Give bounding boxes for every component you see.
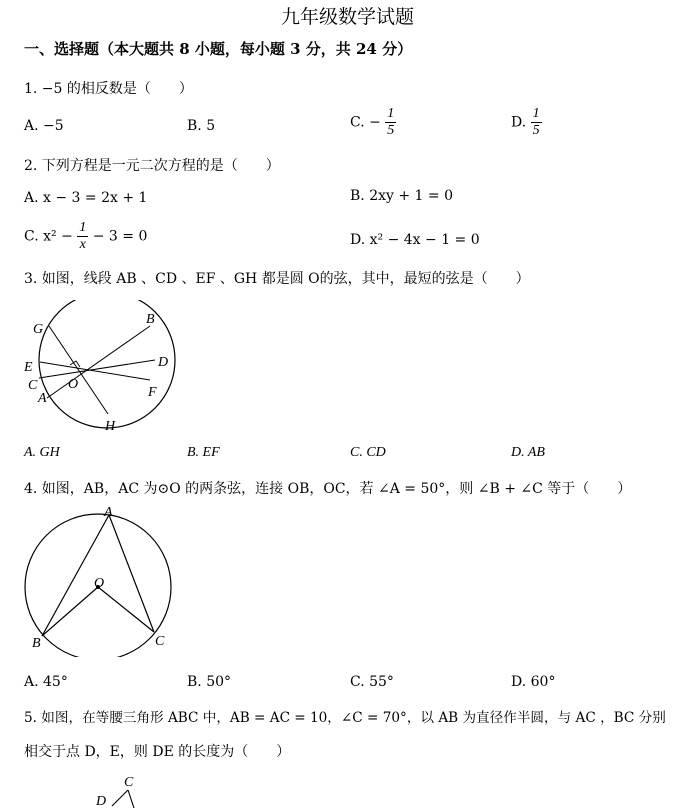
q4-option-b: B. 50° bbox=[187, 674, 232, 690]
label-g: G bbox=[33, 322, 44, 337]
q1-option-c-prefix: C. − bbox=[350, 114, 381, 131]
label-c: C bbox=[124, 775, 134, 790]
label-b: B bbox=[32, 636, 41, 651]
q3-option-c: C. CD bbox=[350, 445, 386, 460]
chord-ab bbox=[47, 326, 150, 398]
q2-option-c bbox=[24, 220, 147, 253]
label-h: H bbox=[105, 419, 116, 434]
q2-stem: 2. 下列方程是一元二次方程的是（ ） bbox=[24, 158, 280, 174]
q3-stem: 3. 如图，线段 AB 、CD 、EF 、GH 都是圆 O的弦，其中，最短的弦是（ ） bbox=[24, 271, 530, 287]
q3-option-d: D. AB bbox=[511, 445, 545, 460]
fraction-numerator: 1 bbox=[387, 106, 395, 121]
page-title: 九年级数学试题 bbox=[280, 6, 414, 28]
segment-ob bbox=[42, 587, 98, 636]
q1-option-a: A. −5 bbox=[24, 118, 64, 134]
section-heading: 一、选择题（本大题共 8 小题，每小题 3 分，共 24 分） bbox=[24, 40, 413, 58]
fraction-numerator: 1 bbox=[532, 106, 540, 121]
q2-option-a: A. x − 3 = 2x + 1 bbox=[24, 190, 148, 206]
q4-option-a: A. 45° bbox=[24, 674, 68, 690]
label-e: E bbox=[24, 360, 33, 375]
q4-option-d: D. 60° bbox=[511, 674, 556, 690]
label-o: O bbox=[68, 377, 79, 392]
fraction-numerator: 1 bbox=[79, 220, 87, 235]
fraction-denominator: 5 bbox=[387, 123, 395, 138]
side-ca bbox=[112, 790, 128, 806]
label-a: A bbox=[104, 505, 113, 520]
label-d: D bbox=[158, 355, 169, 370]
label-c: C bbox=[28, 378, 38, 393]
label-d: D bbox=[96, 794, 107, 808]
q5-stem-line1: 5. 如图，在等腰三角形 ABC 中，AB = AC = 10，∠C = 70°，以 AB 为直径作半圆，与 AC ，BC 分别 bbox=[24, 710, 666, 726]
label-c: C bbox=[155, 634, 165, 649]
fraction-denominator: 5 bbox=[532, 123, 540, 138]
q1-option-c bbox=[350, 106, 396, 139]
q1-option-d-fraction bbox=[531, 106, 542, 139]
label-a: A bbox=[38, 391, 47, 406]
q1-stem: 1. −5 的相反数是（ ） bbox=[24, 81, 193, 97]
q2-option-c-suffix: − 3 = 0 bbox=[92, 228, 148, 245]
q2-option-d: D. x² − 4x − 1 = 0 bbox=[350, 232, 480, 248]
q2-option-c-prefix: C. x² − bbox=[24, 228, 73, 245]
q4-option-c: C. 55° bbox=[350, 674, 394, 690]
q3-option-a: A. GH bbox=[24, 445, 60, 460]
q1-option-d bbox=[511, 106, 542, 139]
q1-option-b: B. 5 bbox=[187, 118, 216, 134]
q5-stem-line2: 相交于点 D，E，则 DE 的长度为（ ） bbox=[24, 744, 291, 760]
chord-gh bbox=[49, 326, 108, 414]
side-cb bbox=[128, 790, 134, 808]
q1-option-d-prefix: D. bbox=[511, 114, 531, 131]
q2-option-b: B. 2xy + 1 = 0 bbox=[350, 188, 453, 204]
label-b: B bbox=[146, 312, 155, 327]
q4-stem: 4. 如图，AB，AC 为⊙O 的两条弦，连接 OB，OC，若 ∠A = 50°，则 ∠B + ∠C 等于（ ） bbox=[24, 481, 632, 497]
q3-option-b: B. EF bbox=[187, 445, 220, 460]
fraction-denominator: x bbox=[79, 237, 86, 252]
label-o: O bbox=[94, 576, 105, 591]
q3-circle-figure bbox=[20, 300, 180, 438]
q1-option-c-fraction bbox=[385, 106, 396, 139]
circle-o bbox=[39, 300, 175, 428]
q5-triangle-figure bbox=[90, 772, 150, 808]
label-f: F bbox=[148, 385, 157, 400]
q4-circle-figure bbox=[18, 505, 178, 657]
q2-option-c-fraction bbox=[77, 220, 88, 253]
